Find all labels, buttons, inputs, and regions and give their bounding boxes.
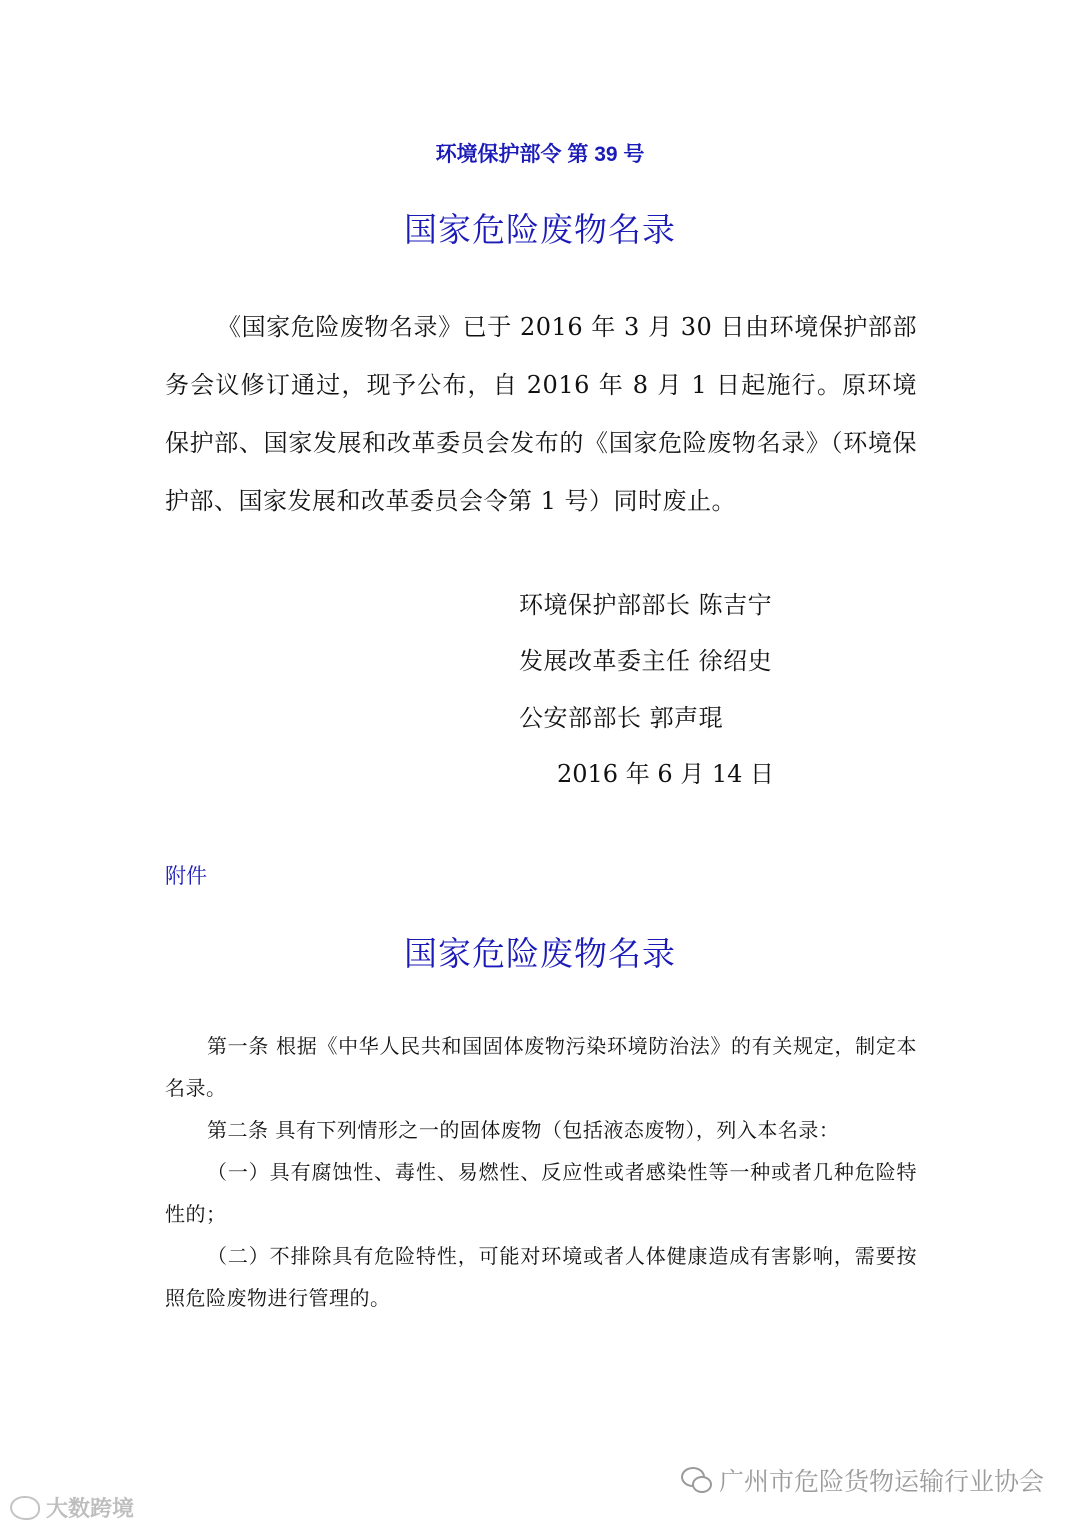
watermark-right — [681, 1462, 1044, 1498]
signature-line: 公安部部长 郭声琨 — [519, 704, 724, 732]
articles — [165, 1025, 917, 1319]
watermark-right-text: 广州市危险货物运输行业协会 — [718, 1467, 1044, 1496]
article-paragraph: 第一条 根据《中华人民共和国固体废物污染环境防治法》的有关规定，制定本名录。 — [165, 1034, 917, 1100]
order-number: 环境保护部令 第 39 号 — [435, 143, 645, 166]
attachment-label: 附件 — [165, 865, 207, 888]
article-paragraph: （二）不排除具有危险特性，可能对环境或者人体健康造成有害影响，需要按照危险废物进行管理的。 — [165, 1244, 917, 1310]
document-title: 国家危险废物名录 — [404, 210, 676, 249]
announcement-paragraph: 《国家危险废物名录》已于 2016 年 3 月 30 日由环境保护部部务会议修订通过，现予公布，自 2016 年 8 月 1 日起施行。原环境保护部、国家发展和改革委员会发布的《国家危险废物名录》（环境保护部、国家发展和改革委员会令第 1 号）同时废止。 — [165, 313, 917, 515]
article-paragraph: （一）具有腐蚀性、毒性、易燃性、反应性或者感染性等一种或者几种危险特性的； — [165, 1160, 917, 1226]
attachment-title: 国家危险废物名录 — [404, 934, 676, 973]
watermark-left — [10, 1492, 134, 1523]
article-paragraph: 第二条 具有下列情形之一的固体废物（包括液态废物），列入本名录： — [207, 1118, 840, 1142]
signature-line: 环境保护部部长 陈吉宁 — [519, 591, 773, 619]
wechat-icon — [681, 1467, 711, 1493]
weibo-icon — [10, 1496, 40, 1520]
signature-date: 2016 年 6 月 14 日 — [557, 760, 775, 788]
watermark-left-text: 大数跨境 — [46, 1497, 135, 1522]
signature-line: 发展改革委主任 徐绍史 — [519, 647, 773, 675]
